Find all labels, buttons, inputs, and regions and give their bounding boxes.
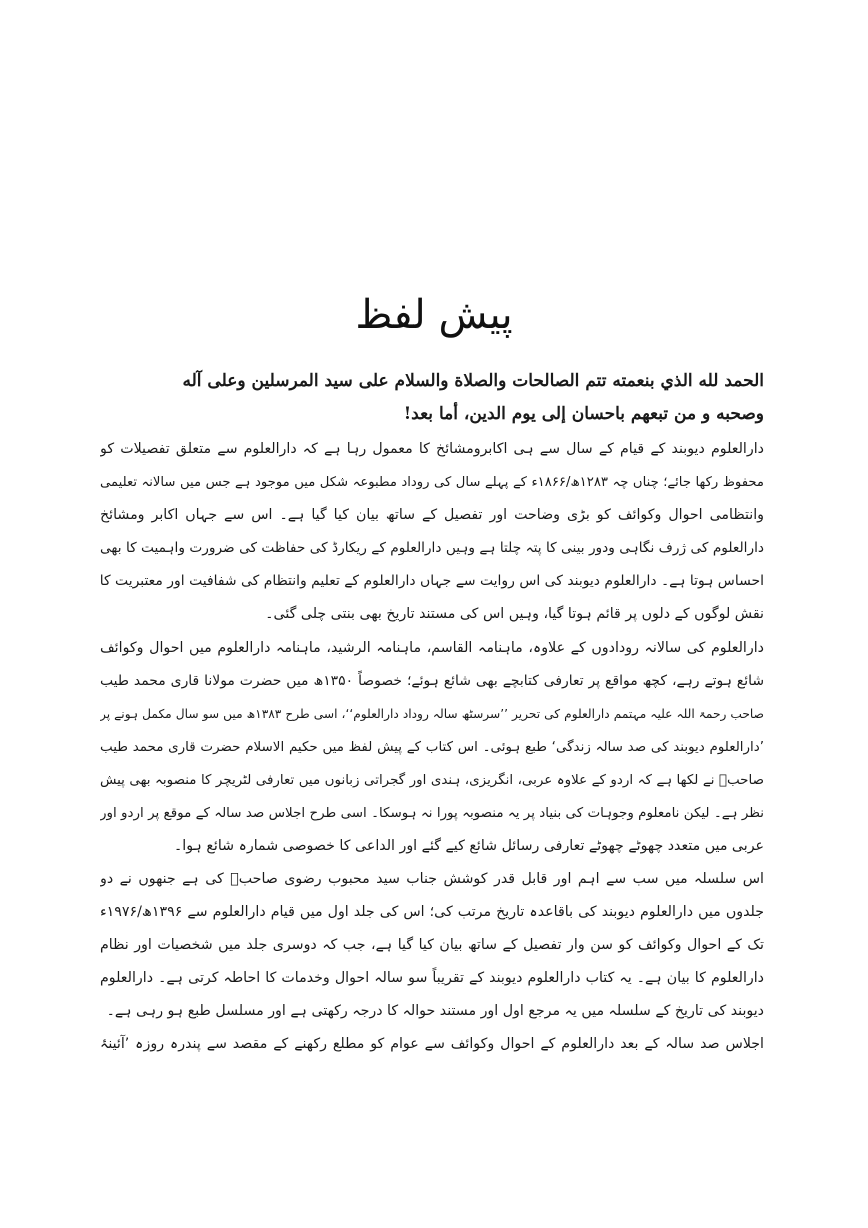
paragraph-line: دارالعلوم دیوبند کے قیام کے سال سے ہی اکابرومشائخ کا معمول رہا ہے کہ دارالعلوم سے متعلق تفصیلات کو — [100, 441, 764, 457]
paragraph-line: صاحبؒ نے لکھا ہے کہ اردو کے علاوہ عربی، انگریزی، ہندی اور گجراتی زبانوں میں تعارفی لٹریچر کا منصوبہ بھی پیش — [100, 773, 764, 788]
paragraph-line: عربی میں متعدد چھوٹے چھوٹے تعارفی رسائل شائع کیے گئے اور الداعی کا خصوصی شمارہ شائع ہوا۔ — [173, 838, 764, 854]
paragraph-line: وانتظامی احوال وکوائف کو بڑی وضاحت اور تفصیل کے ساتھ بیان کیا گیا ہے۔ اس سے جہاں اکابر ومشائخ — [100, 507, 764, 523]
paragraph-line: شائع ہوتے رہے، کچھ مواقع پر تعارفی کتابچے بھی شائع ہوئے؛ خصوصاً ۱۳۵۰ھ میں حضرت مولانا قاری محمد طیب — [100, 673, 764, 689]
paragraph-line: محفوظ رکھا جائے؛ چناں چہ ۱۲۸۳ھ/۱۸۶۶ء کے پہلے سال کی روداد مطبوعہ شکل میں موجود ہے جس میں سالانہ تعلیمی — [100, 475, 764, 490]
paragraph-1 — [100, 433, 764, 631]
paragraph-line: اس سلسلہ میں سب سے اہم اور قابل قدر کوشش جناب سید محبوب رضوی صاحبؒ کی ہے جنھوں نے دو — [100, 871, 764, 887]
paragraph-line: اجلاس صد سالہ کے بعد دارالعلوم کے احوال وکوائف سے عوام کو مطلع رکھنے کے مقصد سے پندرہ روزہ ’آئینۂ — [100, 1036, 764, 1052]
paragraph-line: دارالعلوم کی ژرف نگاہی ودور بینی کا پتہ چلتا ہے وہیں دارالعلوم کے ریکارڈ کی حفاظت کی ضرورت واہمیت کا بھی — [100, 540, 764, 556]
paragraph-line: دارالعلوم کا بیان ہے۔ یہ کتاب دارالعلوم دیوبند کے تقریباً سو سالہ احوال وخدمات کا احاطہ کرتی ہے۔ دارالعلوم — [100, 970, 764, 986]
paragraph-line: دارالعلوم کی سالانہ رودادوں کے علاوہ، ماہنامہ القاسم، ماہنامہ الرشید، ماہنامہ دارالعلوم میں احوال وکوائف — [100, 640, 764, 656]
paragraph-line: ’دارالعلوم دیوبند کی صد سالہ زندگی‘ طبع ہوئی۔ اس کتاب کے پیش لفظ میں حکیم الاسلام حضرت قاری محمد طیب — [100, 740, 764, 755]
paragraph-line: نقش لوگوں کے دلوں پر قائم ہوتا گیا، وہیں اس کی مستند تاریخ بھی بنتی چلی گئی۔ — [265, 606, 764, 622]
paragraph-line: نظر ہے۔ لیکن نامعلوم وجوہات کی بنیاد پر یہ منصوبہ پورا نہ ہوسکا۔ اسی طرح اجلاس صد سالہ کے موقع پر اردو اور — [100, 806, 764, 821]
arabic-opening-line: وصحبه و من تبعهم باحسان إلى يوم الدين، أما بعد! — [403, 404, 764, 424]
paragraph-line: جلدوں میں دارالعلوم دیوبند کی باقاعدہ تاریخ مرتب کی؛ اس کی جلد اول میں قیام دارالعلوم سے ۱۳۹۶ھ/۱۹۷۶ء — [100, 904, 764, 920]
arabic-opening — [100, 365, 764, 431]
paragraph-2 — [100, 632, 764, 863]
page-title: پیش لفظ — [355, 292, 513, 338]
paragraph-line: احساس ہوتا ہے۔ دارالعلوم دیوبند کی اس روایت سے جہاں دارالعلوم کے تعلیم وانتظام کی شفافیت اور معتبریت کا — [100, 573, 764, 589]
paragraph-line: تک کے احوال وکوائف کو سن وار تفصیل کے ساتھ بیان کیا گیا ہے، جب کہ دوسری جلد میں شخصیات اور نظام — [100, 937, 764, 953]
paragraph-3 — [100, 863, 764, 1028]
paragraph-line: دیوبند کی تاریخ کے سلسلہ میں یہ مرجع اول اور مستند حوالہ کا درجہ رکھتی ہے اور مسلسل طبع ہو رہی ہے۔ — [106, 1003, 764, 1019]
arabic-opening-line: الحمد لله الذي بنعمته تتم الصالحات والصلاة والسلام على سيد المرسلين وعلى آله — [182, 371, 764, 391]
paragraph-line: صاحب رحمۃ اللہ علیہ مہتمم دارالعلوم کی تحریر ’’سرسٹھ سالہ روداد دارالعلوم‘‘، اسی طرح ۱۳۸۳ھ میں سو سال مکمل ہونے پر — [100, 707, 764, 721]
paragraph-4 — [100, 1028, 764, 1061]
